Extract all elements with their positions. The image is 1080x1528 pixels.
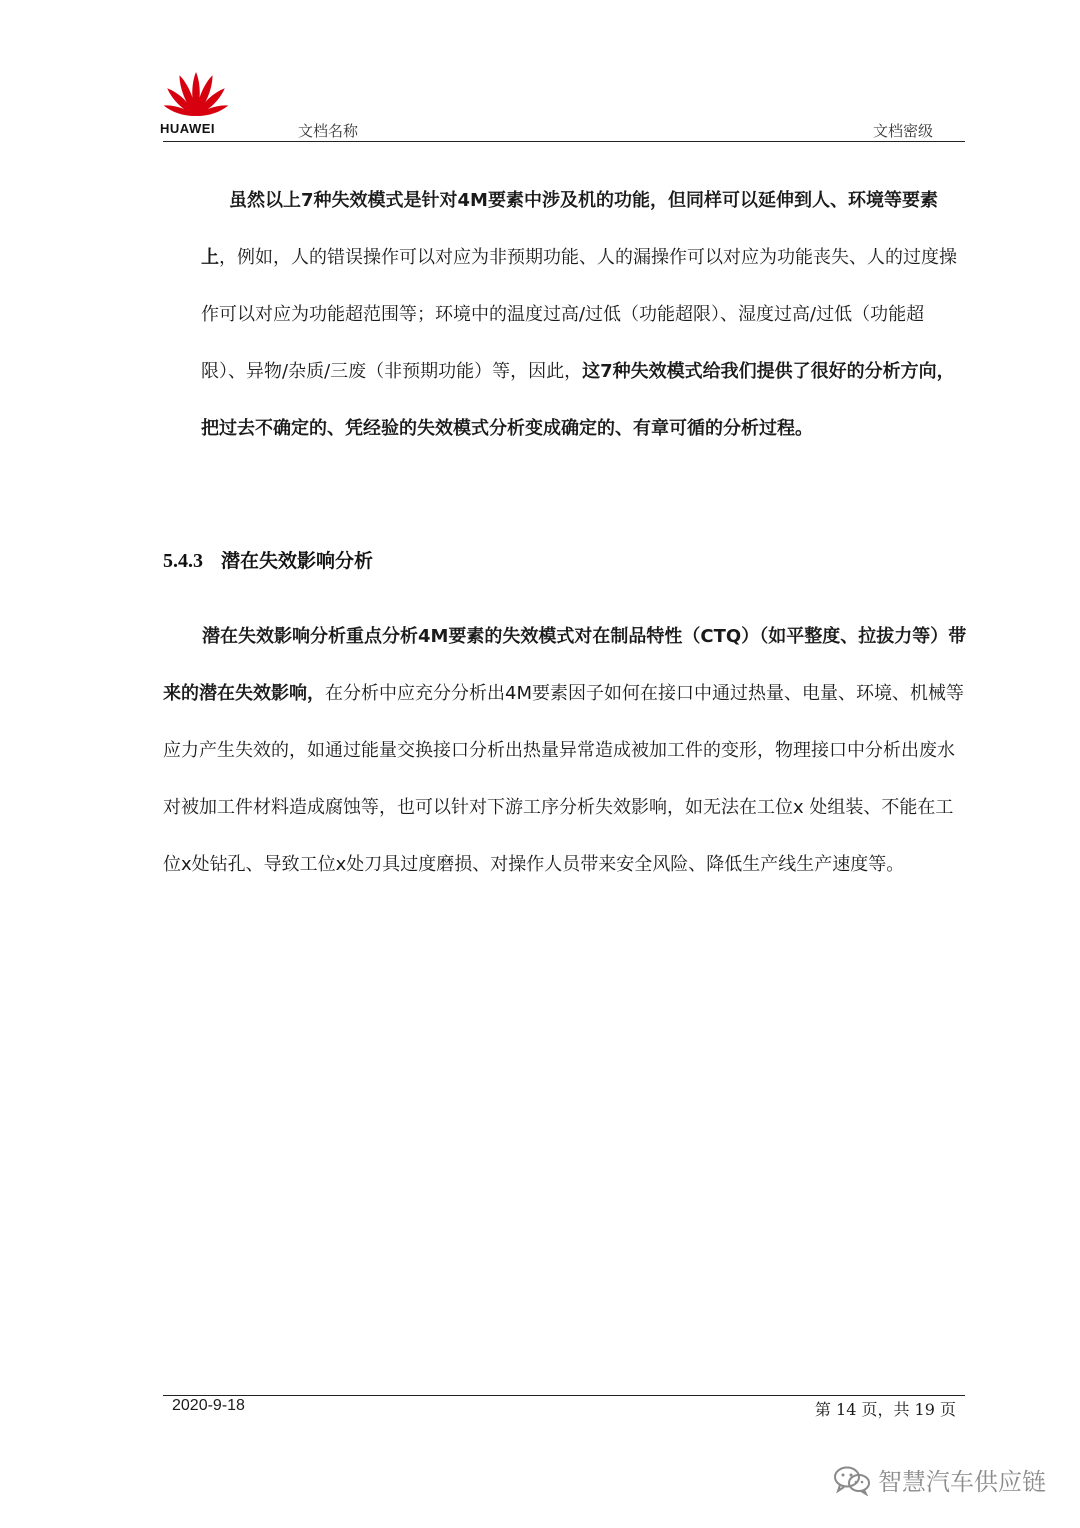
- para2-body: 在分析中应充分分析出4M要素因子如何在接口中通过热量、电量、环境、机械等应力产生失效的，如通过能量交换接口分析出热量异常造成被加工件的变形，物理接口中分析出废水对被加工件材料造成腐蚀等，也可以针对下游工序分析失效影响，如无法在工位x 处组装、不能在工位x处钻孔、导致工位x处刀具过度磨损、对操作人员带来安全风险、降低生产线生产速度等。: [163, 683, 964, 875]
- section-heading: [163, 546, 373, 573]
- para1-body: ，例如，人的错误操作可以对应为非预期功能、人的漏操作可以对应为功能丧失、人的过度操作可以对应为功能超范围等；环境中的温度过高/过低（功能超限）、湿度过高/过低（功能超限）、异物/杂质/三废（非预期功能）等，因此，: [201, 247, 957, 382]
- footer-date: 2020-9-18: [172, 1397, 245, 1414]
- header-doc-level: 文档密级: [872, 122, 933, 140]
- section-number: 5.4.3: [163, 550, 203, 572]
- huawei-logo: [160, 68, 232, 140]
- watermark-text: 智慧汽车供应链: [878, 1468, 1046, 1496]
- para2-bold-intro: 潜在失效影响分析重点分析4M要素的失效模式对在制品特性（CTQ）（如平整度、拉拔力等）带来的潜在失效影响，: [163, 626, 967, 704]
- huawei-petals-icon: [164, 68, 228, 120]
- logo-text: HUAWEI: [160, 121, 215, 136]
- paragraph-failure-effects: [163, 608, 969, 893]
- header-divider: [163, 141, 965, 142]
- section-title: 潜在失效影响分析: [221, 550, 374, 572]
- para1-bold-conclusion: 这7种失效模式给我们提供了很好的分析方向，把过去不确定的、凭经验的失效模式分析变成确定的、有章可循的分析过程。: [201, 361, 955, 439]
- wechat-icon: [832, 1464, 872, 1496]
- watermark: [832, 1462, 1046, 1497]
- header-doc-name: 文档名称: [298, 122, 359, 140]
- footer-divider: [163, 1395, 965, 1396]
- footer-page-info: 第 14 页，共 19 页: [814, 1400, 956, 1419]
- paragraph-failure-modes: [201, 172, 969, 457]
- para1-bold-intro: 虽然以上7种失效模式是针对4M要素中涉及机的功能，但同样可以延伸到人、环境等要素上: [201, 190, 938, 268]
